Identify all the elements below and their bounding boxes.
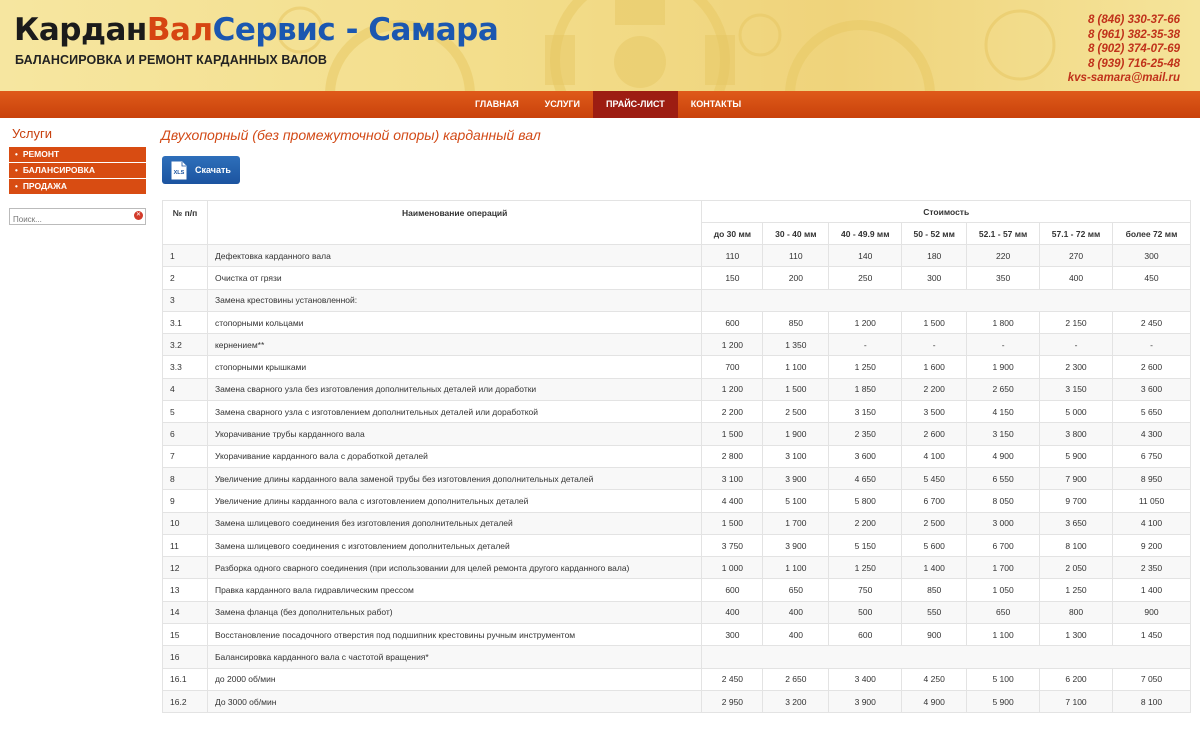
price-cell: 8 950 <box>1113 467 1191 489</box>
price-cell: 5 900 <box>1040 445 1113 467</box>
price-cell: 3 600 <box>829 445 902 467</box>
table-row <box>163 557 1191 579</box>
price-cell: 2 200 <box>829 512 902 534</box>
row-number: 9 <box>163 490 208 512</box>
row-operation-name: стопорными кольцами <box>207 311 701 333</box>
price-cell: 1 450 <box>1113 624 1191 646</box>
sidebar <box>9 126 146 195</box>
row-number: 13 <box>163 579 208 601</box>
price-cell: - <box>829 334 902 356</box>
row-operation-name: Дефектовка карданного вала <box>207 245 701 267</box>
price-cell: 7 100 <box>1040 690 1113 712</box>
download-label: Скачать <box>195 165 231 175</box>
table-row <box>163 534 1191 556</box>
price-cell: 2 450 <box>1113 311 1191 333</box>
price-cell: 1 000 <box>702 557 763 579</box>
row-number: 1 <box>163 245 208 267</box>
row-operation-name: Укорачивание карданного вала с доработкой деталей <box>207 445 701 467</box>
col-header-size: 57.1 - 72 мм <box>1040 223 1113 245</box>
col-header-size: более 72 мм <box>1113 223 1191 245</box>
price-cell: 3 800 <box>1040 423 1113 445</box>
phone-3: 8 (902) 374-07-69 <box>1087 43 1180 55</box>
price-cell: 750 <box>829 579 902 601</box>
price-cell: 8 050 <box>967 490 1040 512</box>
price-cell: 4 300 <box>1113 423 1191 445</box>
nav-item-services[interactable]: УСЛУГИ <box>544 99 581 109</box>
price-cell: 8 100 <box>1040 534 1113 556</box>
table-row <box>163 512 1191 534</box>
price-cell: 3 150 <box>967 423 1040 445</box>
table-row <box>163 579 1191 601</box>
price-cell: 5 450 <box>902 467 967 489</box>
table-row <box>163 378 1191 400</box>
price-cell: 3 750 <box>702 534 763 556</box>
row-number: 16 <box>163 646 208 668</box>
row-number: 11 <box>163 534 208 556</box>
price-cell: 5 150 <box>829 534 902 556</box>
nav-item-contacts[interactable]: КОНТАКТЫ <box>690 99 742 109</box>
price-cell: 2 650 <box>763 668 829 690</box>
price-cell: - <box>902 334 967 356</box>
col-header-size: 30 - 40 мм <box>763 223 829 245</box>
price-cell: 1 800 <box>967 311 1040 333</box>
price-cell: 200 <box>763 267 829 289</box>
row-operation-name: Замена крестовины установленной: <box>207 289 701 311</box>
price-cell: 5 650 <box>1113 401 1191 423</box>
price-cell: 3 200 <box>763 690 829 712</box>
price-cell: 2 050 <box>1040 557 1113 579</box>
price-cell: 550 <box>902 601 967 623</box>
sidebar-item-sale[interactable] <box>9 179 146 194</box>
price-cell: 1 500 <box>702 423 763 445</box>
col-header-size: 52.1 - 57 мм <box>967 223 1040 245</box>
price-cell: 1 400 <box>902 557 967 579</box>
price-cell: 700 <box>702 356 763 378</box>
table-row <box>163 401 1191 423</box>
nav-item-home[interactable]: ГЛАВНАЯ <box>475 99 519 109</box>
site-header <box>0 0 1200 91</box>
search-box <box>9 208 146 225</box>
row-number: 3.1 <box>163 311 208 333</box>
price-cell: 1 500 <box>902 311 967 333</box>
price-cell: 600 <box>702 579 763 601</box>
price-cell: 4 150 <box>967 401 1040 423</box>
price-cell: 2 600 <box>1113 356 1191 378</box>
row-operation-name: Балансировка карданного вала с частотой вращения* <box>207 646 701 668</box>
row-operation-name: До 3000 об/мин <box>207 690 701 712</box>
main-nav <box>0 91 1200 118</box>
price-cell: 1 500 <box>702 512 763 534</box>
price-cell: 140 <box>829 245 902 267</box>
row-operation-name: до 2000 об/мин <box>207 668 701 690</box>
price-cell: 6 700 <box>967 534 1040 556</box>
price-cell: 400 <box>763 624 829 646</box>
table-row <box>163 646 1191 668</box>
search-icon[interactable]: ✕ <box>135 212 142 218</box>
col-header-size: 40 - 49.9 мм <box>829 223 902 245</box>
price-cell: 180 <box>902 245 967 267</box>
price-cell: 4 100 <box>902 445 967 467</box>
site-tagline: БАЛАНСИРОВКА И РЕМОНТ КАРДАННЫХ ВАЛОВ <box>15 53 328 67</box>
price-cell: 4 900 <box>967 445 1040 467</box>
row-number: 3 <box>163 289 208 311</box>
price-cell: 850 <box>902 579 967 601</box>
price-cell: 3 600 <box>1113 378 1191 400</box>
row-empty-values <box>702 289 1191 311</box>
price-cell: 3 900 <box>829 690 902 712</box>
sidebar-item-label: РЕМОНТ <box>22 149 60 159</box>
price-cell: 2 800 <box>702 445 763 467</box>
price-cell: 250 <box>829 267 902 289</box>
price-cell: 1 050 <box>967 579 1040 601</box>
download-button[interactable] <box>162 156 240 184</box>
row-operation-name: Укорачивание трубы карданного вала <box>207 423 701 445</box>
contacts-block <box>1068 13 1180 86</box>
price-cell: 2 950 <box>702 690 763 712</box>
price-cell: 1 250 <box>829 557 902 579</box>
table-row <box>163 490 1191 512</box>
price-cell: 2 500 <box>902 512 967 534</box>
price-cell: 300 <box>702 624 763 646</box>
price-cell: 900 <box>1113 601 1191 623</box>
bullet-icon: • <box>15 166 18 175</box>
price-cell: 600 <box>829 624 902 646</box>
table-row <box>163 423 1191 445</box>
price-cell: 11 050 <box>1113 490 1191 512</box>
svg-text:XLS: XLS <box>173 169 185 176</box>
price-cell: 5 000 <box>1040 401 1113 423</box>
price-cell: 1 200 <box>829 311 902 333</box>
price-cell: 5 100 <box>967 668 1040 690</box>
price-cell: 6 750 <box>1113 445 1191 467</box>
price-cell: 300 <box>902 267 967 289</box>
price-cell: 2 300 <box>1040 356 1113 378</box>
row-operation-name: Увеличение длины карданного вала заменой трубы без изготовления дополнительных деталей <box>207 467 701 489</box>
price-cell: 110 <box>763 245 829 267</box>
price-cell: - <box>1113 334 1191 356</box>
row-operation-name: Разборка одного сварного соединения (при использовании для целей ремонта другого карданного вала) <box>207 557 701 579</box>
price-cell: 2 450 <box>702 668 763 690</box>
row-number: 3.2 <box>163 334 208 356</box>
row-number: 8 <box>163 467 208 489</box>
table-row <box>163 311 1191 333</box>
price-cell: 4 100 <box>1113 512 1191 534</box>
price-cell: 650 <box>967 601 1040 623</box>
price-cell: 2 200 <box>902 378 967 400</box>
row-number: 16.2 <box>163 690 208 712</box>
price-cell: 3 100 <box>763 445 829 467</box>
price-cell: 1 200 <box>702 334 763 356</box>
col-header-name: Наименование операций <box>207 201 701 245</box>
price-cell: 2 600 <box>902 423 967 445</box>
price-cell: 1 250 <box>1040 579 1113 601</box>
sidebar-title: Услуги <box>12 126 52 141</box>
table-row <box>163 467 1191 489</box>
row-number: 3.3 <box>163 356 208 378</box>
sidebar-item-label: БАЛАНСИРОВКА <box>22 165 95 175</box>
phone-4: 8 (939) 716-25-48 <box>1087 57 1180 70</box>
price-cell: 6 550 <box>967 467 1040 489</box>
price-cell: 1 300 <box>1040 624 1113 646</box>
price-cell: 5 100 <box>763 490 829 512</box>
price-cell: 2 650 <box>967 378 1040 400</box>
price-cell: 3 900 <box>763 467 829 489</box>
search-input[interactable] <box>10 212 131 227</box>
price-cell: 3 150 <box>1040 378 1113 400</box>
row-operation-name: Увеличение длины карданного вала с изготовлением дополнительных деталей <box>207 490 701 512</box>
price-cell: 1 850 <box>829 378 902 400</box>
col-header-num: № п/п <box>163 201 208 245</box>
price-cell: 3 650 <box>1040 512 1113 534</box>
phone-2: 8 (961) 382-35-38 <box>1087 28 1180 41</box>
row-number: 4 <box>163 378 208 400</box>
price-cell: 800 <box>1040 601 1113 623</box>
price-cell: 2 350 <box>1113 557 1191 579</box>
sidebar-item-repair[interactable] <box>9 147 146 162</box>
sidebar-item-label: ПРОДАЖА <box>22 181 67 191</box>
price-cell: 3 900 <box>763 534 829 556</box>
price-cell: 400 <box>702 601 763 623</box>
col-header-cost: Стоимость <box>702 201 1191 223</box>
logo-word-servis-samara: Сервис - Самара <box>212 12 499 48</box>
price-cell: 450 <box>1113 267 1191 289</box>
price-cell: 350 <box>967 267 1040 289</box>
phone-1: 8 (846) 330-37-66 <box>1087 14 1180 26</box>
price-cell: 1 250 <box>829 356 902 378</box>
page-title: Двухопорный (без промежуточной опоры) карданный вал <box>161 127 541 143</box>
price-cell: 2 500 <box>763 401 829 423</box>
table-row <box>163 624 1191 646</box>
price-cell: 5 800 <box>829 490 902 512</box>
price-cell: 1 350 <box>763 334 829 356</box>
price-cell: 3 000 <box>967 512 1040 534</box>
price-cell: 150 <box>702 267 763 289</box>
row-number: 7 <box>163 445 208 467</box>
table-row <box>163 445 1191 467</box>
row-operation-name: Замена шлицевого соединения с изготовлением дополнительных деталей <box>207 534 701 556</box>
price-cell: 1 900 <box>967 356 1040 378</box>
price-cell: 3 100 <box>702 467 763 489</box>
row-operation-name: Замена шлицевого соединения без изготовления дополнительных деталей <box>207 512 701 534</box>
bullet-icon: • <box>15 150 18 159</box>
price-cell: 1 200 <box>702 378 763 400</box>
row-number: 10 <box>163 512 208 534</box>
price-cell: 500 <box>829 601 902 623</box>
price-cell: 9 200 <box>1113 534 1191 556</box>
bullet-icon: • <box>15 182 18 191</box>
price-cell: 2 200 <box>702 401 763 423</box>
price-cell: 8 100 <box>1113 690 1191 712</box>
table-row <box>163 289 1191 311</box>
nav-item-price-list[interactable]: ПРАЙС-ЛИСТ <box>593 91 678 118</box>
price-cell: 4 400 <box>702 490 763 512</box>
sidebar-item-balancing[interactable] <box>9 163 146 178</box>
table-row <box>163 334 1191 356</box>
price-cell: 6 700 <box>902 490 967 512</box>
price-cell: 3 500 <box>902 401 967 423</box>
xls-file-icon <box>171 161 187 180</box>
row-number: 14 <box>163 601 208 623</box>
price-cell: 4 900 <box>902 690 967 712</box>
price-cell: 1 500 <box>763 378 829 400</box>
table-row <box>163 356 1191 378</box>
price-cell: 4 250 <box>902 668 967 690</box>
price-cell: 3 150 <box>829 401 902 423</box>
price-cell: 1 100 <box>763 356 829 378</box>
row-operation-name: Правка карданного вала гидравлическим прессом <box>207 579 701 601</box>
price-cell: 1 100 <box>763 557 829 579</box>
row-operation-name: Замена фланца (без дополнительных работ) <box>207 601 701 623</box>
price-table <box>162 200 1191 713</box>
table-row <box>163 690 1191 712</box>
logo-word-val: Вал <box>146 12 213 48</box>
row-empty-values <box>702 646 1191 668</box>
price-cell: 110 <box>702 245 763 267</box>
row-number: 12 <box>163 557 208 579</box>
price-cell: 300 <box>1113 245 1191 267</box>
price-cell: 5 600 <box>902 534 967 556</box>
price-cell: 6 200 <box>1040 668 1113 690</box>
site-logo[interactable] <box>14 10 498 50</box>
price-cell: 3 400 <box>829 668 902 690</box>
price-cell: 4 650 <box>829 467 902 489</box>
row-number: 6 <box>163 423 208 445</box>
price-cell: 650 <box>763 579 829 601</box>
price-cell: 1 700 <box>763 512 829 534</box>
price-cell: 1 600 <box>902 356 967 378</box>
logo-word-kardan: Кардан <box>14 12 147 48</box>
row-number: 5 <box>163 401 208 423</box>
price-cell: 400 <box>1040 267 1113 289</box>
price-cell: 1 700 <box>967 557 1040 579</box>
table-row <box>163 267 1191 289</box>
price-cell: 220 <box>967 245 1040 267</box>
price-cell: 400 <box>763 601 829 623</box>
row-operation-name: Восстановление посадочного отверстия под подшипник крестовины ручным инструментом <box>207 624 701 646</box>
col-header-size: 50 - 52 мм <box>902 223 967 245</box>
email-link[interactable]: kvs-samara@mail.ru <box>1067 72 1180 84</box>
price-cell: 9 700 <box>1040 490 1113 512</box>
row-number: 15 <box>163 624 208 646</box>
row-operation-name: стопорными крышками <box>207 356 701 378</box>
table-row <box>163 601 1191 623</box>
price-cell: 1 900 <box>763 423 829 445</box>
price-cell: 2 150 <box>1040 311 1113 333</box>
price-cell: 2 350 <box>829 423 902 445</box>
table-row <box>163 245 1191 267</box>
table-row <box>163 668 1191 690</box>
price-cell: - <box>1040 334 1113 356</box>
price-cell: 7 050 <box>1113 668 1191 690</box>
price-cell: 900 <box>902 624 967 646</box>
row-operation-name: кернением** <box>207 334 701 356</box>
price-cell: - <box>967 334 1040 356</box>
col-header-size: до 30 мм <box>702 223 763 245</box>
price-cell: 1 400 <box>1113 579 1191 601</box>
row-operation-name: Замена сварного узла с изготовлением дополнительных деталей или доработкой <box>207 401 701 423</box>
price-cell: 600 <box>702 311 763 333</box>
row-operation-name: Замена сварного узла без изготовления дополнительных деталей или доработки <box>207 378 701 400</box>
price-cell: 270 <box>1040 245 1113 267</box>
price-cell: 1 100 <box>967 624 1040 646</box>
row-number: 2 <box>163 267 208 289</box>
price-cell: 5 900 <box>967 690 1040 712</box>
row-number: 16.1 <box>163 668 208 690</box>
price-cell: 850 <box>763 311 829 333</box>
price-cell: 7 900 <box>1040 467 1113 489</box>
row-operation-name: Очистка от грязи <box>207 267 701 289</box>
